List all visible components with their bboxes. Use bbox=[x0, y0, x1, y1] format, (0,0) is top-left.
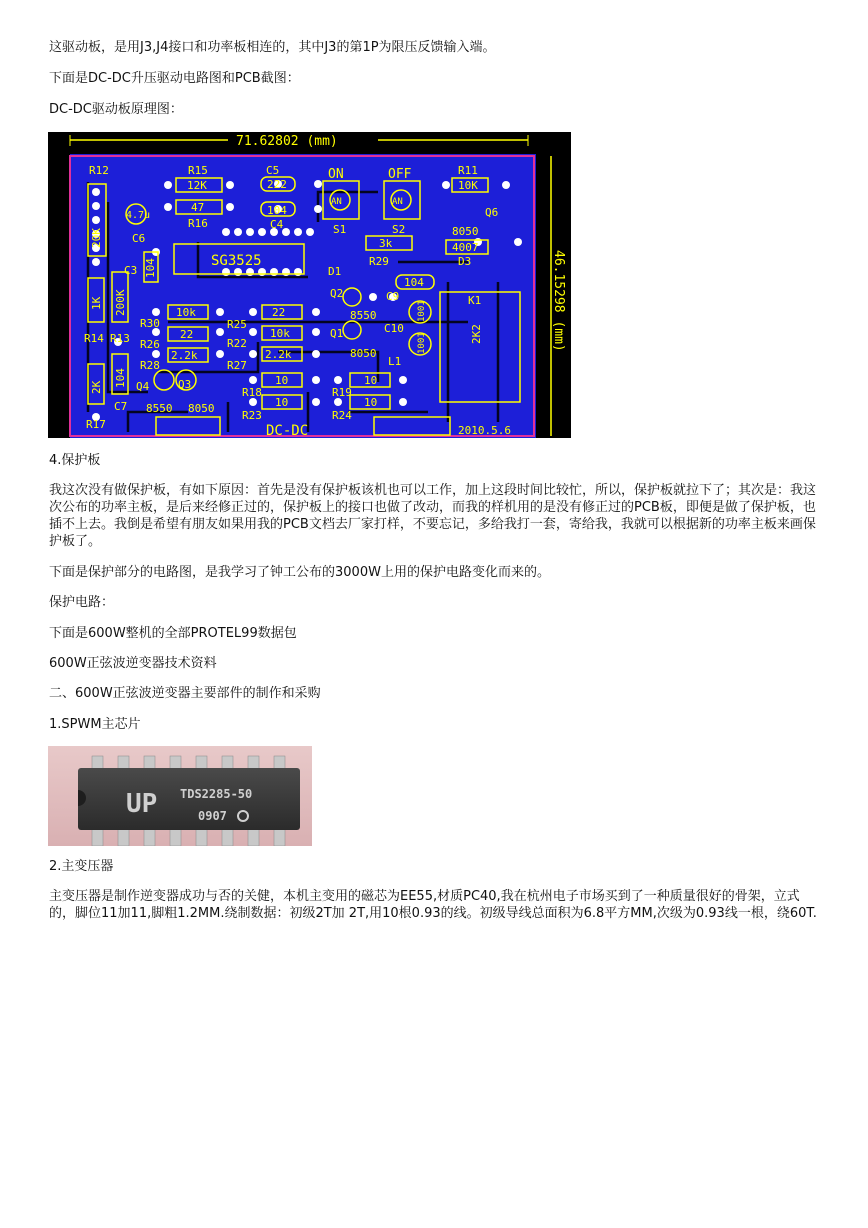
svg-text:20K: 20K bbox=[90, 228, 103, 248]
svg-text:R26: R26 bbox=[140, 338, 160, 351]
svg-text:104: 104 bbox=[114, 368, 127, 388]
chip-part-number: TDS2285-50 bbox=[180, 787, 253, 801]
svg-text:R13: R13 bbox=[110, 332, 130, 345]
svg-text:S2: S2 bbox=[392, 223, 406, 236]
svg-text:22: 22 bbox=[180, 328, 194, 341]
svg-text:Q2: Q2 bbox=[330, 287, 344, 300]
svg-text:200K: 200K bbox=[114, 289, 127, 316]
svg-text:1K: 1K bbox=[90, 296, 103, 310]
svg-text:22: 22 bbox=[272, 306, 286, 319]
svg-text:10k: 10k bbox=[270, 327, 290, 340]
section-heading-main-transformer: 2.主变压器 bbox=[49, 859, 114, 874]
svg-text:104: 104 bbox=[404, 276, 424, 289]
paragraph-tech-docs: 600W正弦波逆变器技术资料 bbox=[49, 656, 217, 671]
svg-text:R30: R30 bbox=[140, 317, 160, 330]
svg-text:1001: 1001 bbox=[417, 300, 427, 322]
svg-text:10: 10 bbox=[364, 396, 378, 409]
off-label: OFF bbox=[388, 167, 412, 182]
svg-text:R28: R28 bbox=[140, 359, 160, 372]
svg-text:C10: C10 bbox=[384, 322, 404, 335]
board-date: 2010.5.6 bbox=[458, 424, 511, 437]
svg-text:47: 47 bbox=[191, 201, 205, 214]
paragraph-protection-circuit-origin: 下面是保护部分的电路图，是我学习了钟工公布的3000W上用的保护电路变化而来的。 bbox=[49, 565, 550, 580]
svg-text:8550: 8550 bbox=[350, 309, 377, 322]
svg-text:D1: D1 bbox=[328, 265, 342, 278]
svg-text:2K2: 2K2 bbox=[470, 324, 483, 344]
svg-text:10: 10 bbox=[275, 396, 289, 409]
svg-text:R19: R19 bbox=[332, 386, 352, 399]
on-label: ON bbox=[328, 167, 344, 182]
svg-text:4007: 4007 bbox=[452, 241, 479, 254]
svg-text:12K: 12K bbox=[187, 179, 207, 192]
svg-text:AN: AN bbox=[392, 197, 403, 207]
svg-text:C5: C5 bbox=[266, 164, 280, 177]
svg-text:R15: R15 bbox=[188, 164, 208, 177]
section-heading-spwm-chip: 1.SPWM主芯片 bbox=[49, 717, 141, 732]
svg-text:8550: 8550 bbox=[146, 402, 173, 415]
svg-text:8050: 8050 bbox=[452, 225, 479, 238]
paragraph-protection-circuit-caption: 保护电路： bbox=[49, 595, 115, 610]
svg-text:R16: R16 bbox=[188, 217, 208, 230]
svg-text:104: 104 bbox=[144, 258, 157, 278]
svg-text:K1: K1 bbox=[468, 294, 482, 307]
svg-text:L1: L1 bbox=[388, 355, 402, 368]
paragraph-transformer-details: 主变压器是制作逆变器成功与否的关健，本机主变用的磁芯为EE55,材质PC40,我在杭州电子市场买到了一种质量很好的骨架，立式的，脚位11加11,脚粗1.2MM.绕制数据：初级2T加 2T,用10根0.93的线。初级导线总面积为6.8平方MM,次级为0.93线一根，绕60T. bbox=[49, 889, 817, 921]
paragraph-schematic-caption: DC-DC驱动板原理图： bbox=[49, 102, 183, 117]
copper-fill bbox=[70, 154, 536, 438]
section-heading-protection-board: 4.保护板 bbox=[49, 453, 101, 468]
svg-text:D3: D3 bbox=[458, 255, 472, 268]
svg-text:R22: R22 bbox=[227, 337, 247, 350]
svg-text:Q3: Q3 bbox=[178, 378, 192, 391]
svg-text:Q4: Q4 bbox=[136, 380, 150, 393]
svg-text:R17: R17 bbox=[86, 418, 106, 431]
svg-text:222: 222 bbox=[267, 178, 287, 191]
svg-text:R14: R14 bbox=[84, 332, 104, 345]
svg-text:C9: C9 bbox=[386, 290, 400, 303]
svg-text:AN: AN bbox=[331, 197, 342, 207]
chip-logo: UP bbox=[126, 789, 158, 819]
svg-text:R25: R25 bbox=[227, 318, 247, 331]
paragraph-drive-board-intro: 这驱动板，是用J3,J4接口和功率板相连的，其中J3的第1P为限压反馈输入端。 bbox=[49, 40, 496, 55]
svg-text:1001: 1001 bbox=[417, 332, 427, 354]
svg-text:R18: R18 bbox=[242, 386, 262, 399]
svg-text:C4: C4 bbox=[270, 218, 284, 231]
svg-text:C3: C3 bbox=[124, 264, 138, 277]
chip-date-code: 0907 bbox=[198, 809, 227, 823]
section-heading-main-parts: 二、600W正弦波逆变器主要部件的制作和采购 bbox=[49, 686, 321, 701]
ic-label: SG3525 bbox=[211, 253, 262, 269]
svg-text:10k: 10k bbox=[176, 306, 196, 319]
paragraph-protel-package: 下面是600W整机的全部PROTEL99数据包 bbox=[49, 626, 297, 641]
svg-text:8050: 8050 bbox=[188, 402, 215, 415]
svg-text:Q1: Q1 bbox=[330, 327, 344, 340]
svg-text:R11: R11 bbox=[458, 164, 478, 177]
svg-text:R12: R12 bbox=[89, 164, 109, 177]
svg-text:R29: R29 bbox=[369, 255, 389, 268]
svg-text:S1: S1 bbox=[333, 223, 347, 236]
svg-text:C6: C6 bbox=[132, 232, 146, 245]
svg-text:4.7u: 4.7u bbox=[126, 210, 151, 221]
svg-text:3k: 3k bbox=[379, 237, 393, 250]
board-name: DC-DC bbox=[266, 423, 309, 438]
svg-text:2K: 2K bbox=[90, 380, 103, 394]
paragraph-protection-reason: 我这次没有做保护板，有如下原因：首先是没有保护板该机也可以工作，加上这段时间比较忙，所以，保护板就拉下了；其次是：我这次公布的功率主板，是后来经修正过的，保护板上的接口也做了改动，而我的样机用的是没有修正过的PCB板，即便是做了保护板，也插不上去。我倒是希望有朋友如果用我的PCB文档去厂家打样，不要忘记，多给我打一套，寄给我，我就可以根据新的功率主板来画保护板了。 bbox=[49, 483, 817, 549]
svg-text:10K: 10K bbox=[458, 179, 478, 192]
svg-text:R27: R27 bbox=[227, 359, 247, 372]
svg-text:C7: C7 bbox=[114, 400, 128, 413]
svg-text:10: 10 bbox=[275, 374, 289, 387]
svg-text:10: 10 bbox=[364, 374, 378, 387]
svg-text:2.2k: 2.2k bbox=[265, 348, 292, 361]
svg-text:2.2k: 2.2k bbox=[171, 349, 198, 362]
svg-text:Q6: Q6 bbox=[485, 206, 499, 219]
svg-text:8050: 8050 bbox=[350, 347, 377, 360]
svg-text:104: 104 bbox=[267, 204, 287, 217]
paragraph-dcdc-caption: 下面是DC-DC升压驱动电路图和PCB截图： bbox=[49, 71, 300, 86]
dimension-top: 71.62802 (mm) bbox=[236, 134, 338, 149]
chip-photo bbox=[48, 746, 312, 850]
pcb-image bbox=[48, 132, 571, 442]
svg-text:R23: R23 bbox=[242, 409, 262, 422]
dimension-right: 46.15298 (mm) bbox=[551, 250, 566, 352]
svg-text:R24: R24 bbox=[332, 409, 352, 422]
